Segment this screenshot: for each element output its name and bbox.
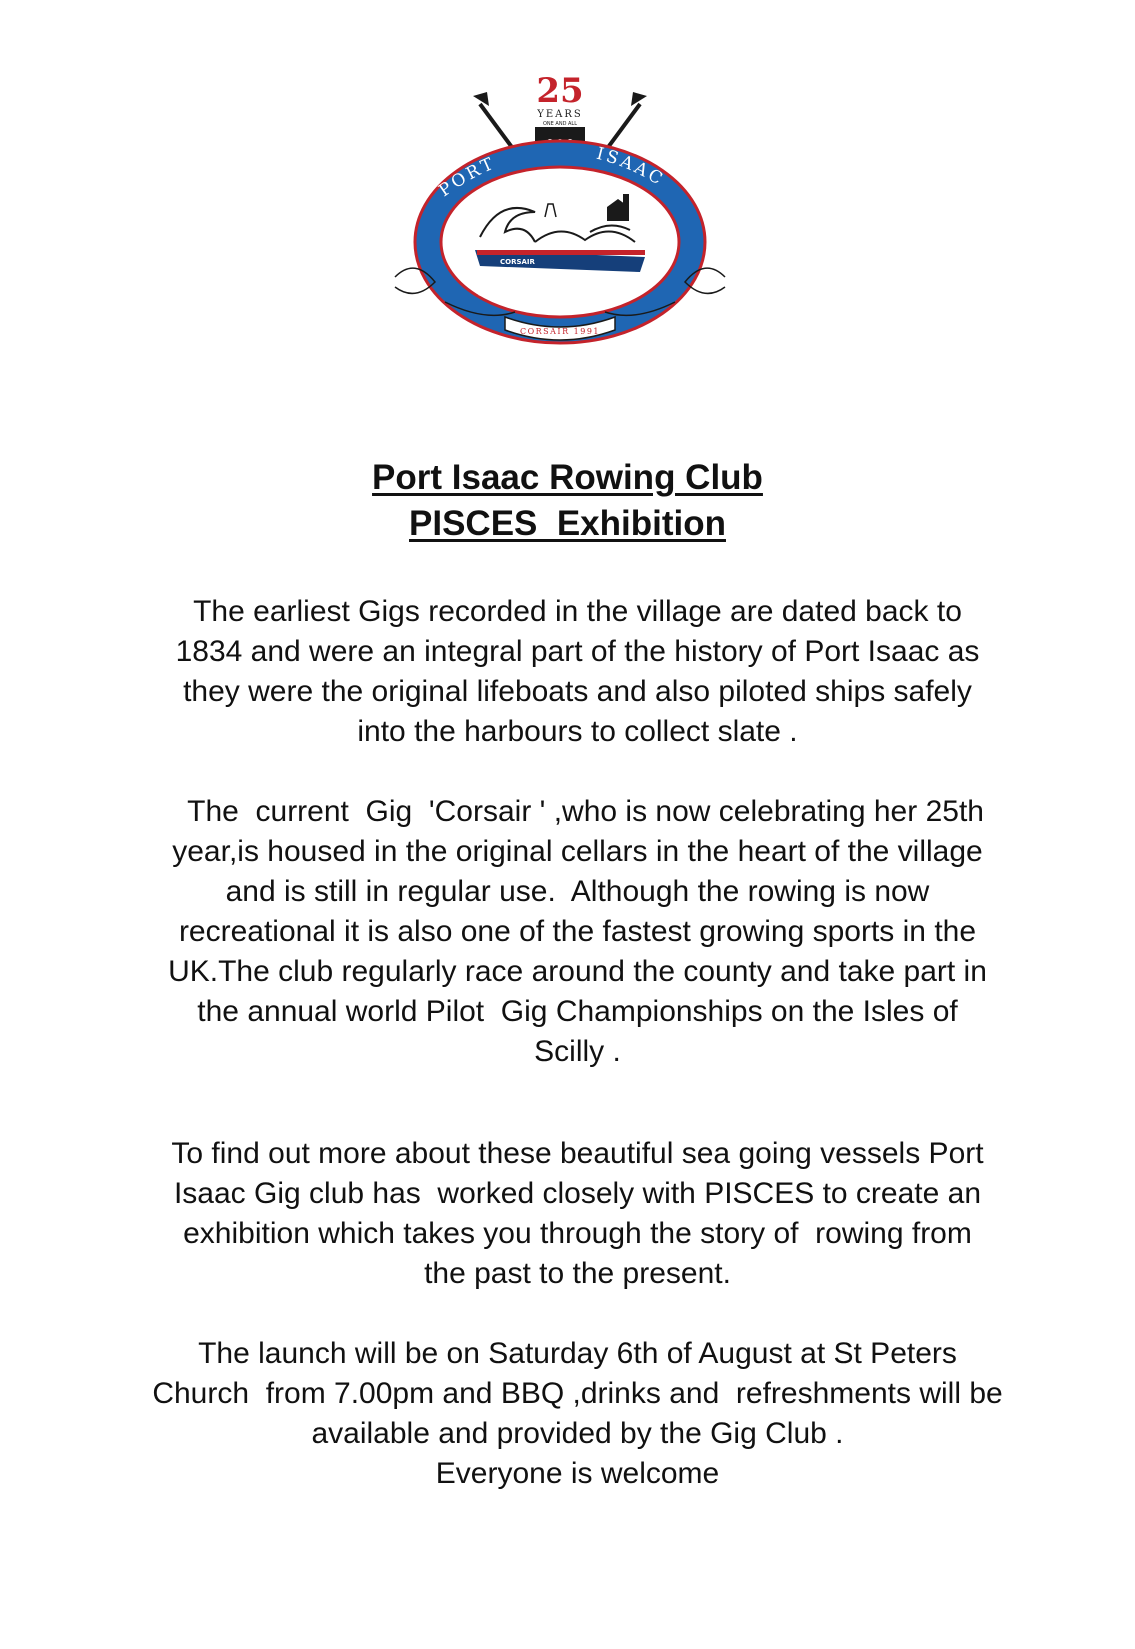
text-line: available and provided by the Gig Club .	[311, 1417, 844, 1450]
title-block	[0, 455, 1135, 547]
years-word: YEARS	[537, 109, 583, 120]
text-line: 1834 and were an integral part of the history of Port Isaac as	[175, 635, 980, 668]
years-number: 25	[536, 72, 584, 111]
paragraph-exhibition	[60, 1134, 1095, 1294]
paragraph-launch	[60, 1334, 1095, 1494]
text-line: The current Gig 'Corsair ' ,who is now celebrating her 25th	[171, 795, 984, 828]
banner-port-text: PORT	[435, 153, 499, 202]
text-line: the annual world Pilot Gig Championships on the Isles of	[197, 995, 958, 1028]
text-line: UK.The club regularly race around the county and take part in	[168, 955, 987, 988]
text-line: The launch will be on Saturday 6th of August at St Peters	[198, 1337, 957, 1370]
text-line: The earliest Gigs recorded in the village are dated back to	[193, 595, 962, 628]
text-line: year,is housed in the original cellars in the heart of the village	[172, 835, 983, 868]
text-line: exhibition which takes you through the story of rowing from	[183, 1217, 972, 1250]
motto-text: ONE AND ALL	[542, 121, 578, 127]
paragraph-corsair	[60, 792, 1095, 1072]
text-line: and is still in regular use. Although the rowing is now	[225, 875, 930, 908]
text-line: into the harbours to collect slate .	[357, 715, 798, 748]
text-line: they were the original lifeboats and also piloted ships safely	[183, 675, 972, 708]
text-line: recreational it is also one of the fastest growing sports in the	[178, 915, 977, 948]
paragraph-history	[60, 592, 1095, 752]
text-line: Isaac Gig club has worked closely with PISCES to create an	[173, 1177, 982, 1210]
exhibition-title: PISCES Exhibition	[409, 504, 726, 543]
text-line: the past to the present.	[424, 1257, 731, 1290]
scroll-corsair-1991-text: CORSAIR 1991	[519, 327, 601, 336]
text-line: Everyone is welcome	[435, 1457, 720, 1490]
banner-isaac-text: ISAAC	[594, 143, 669, 191]
banner-rowing-club-text: ROWING CLUB	[475, 280, 645, 319]
port-isaac-rowing-club-logo	[385, 72, 735, 362]
club-title: Port Isaac Rowing Club	[372, 458, 763, 497]
text-line: To find out more about these beautiful sea going vessels Port	[171, 1137, 984, 1170]
text-line: Church from 7.00pm and BBQ ,drinks and refreshments will be	[152, 1377, 1003, 1410]
text-line: Scilly .	[534, 1035, 621, 1068]
boat-name-text: CORSAIR	[500, 258, 535, 266]
